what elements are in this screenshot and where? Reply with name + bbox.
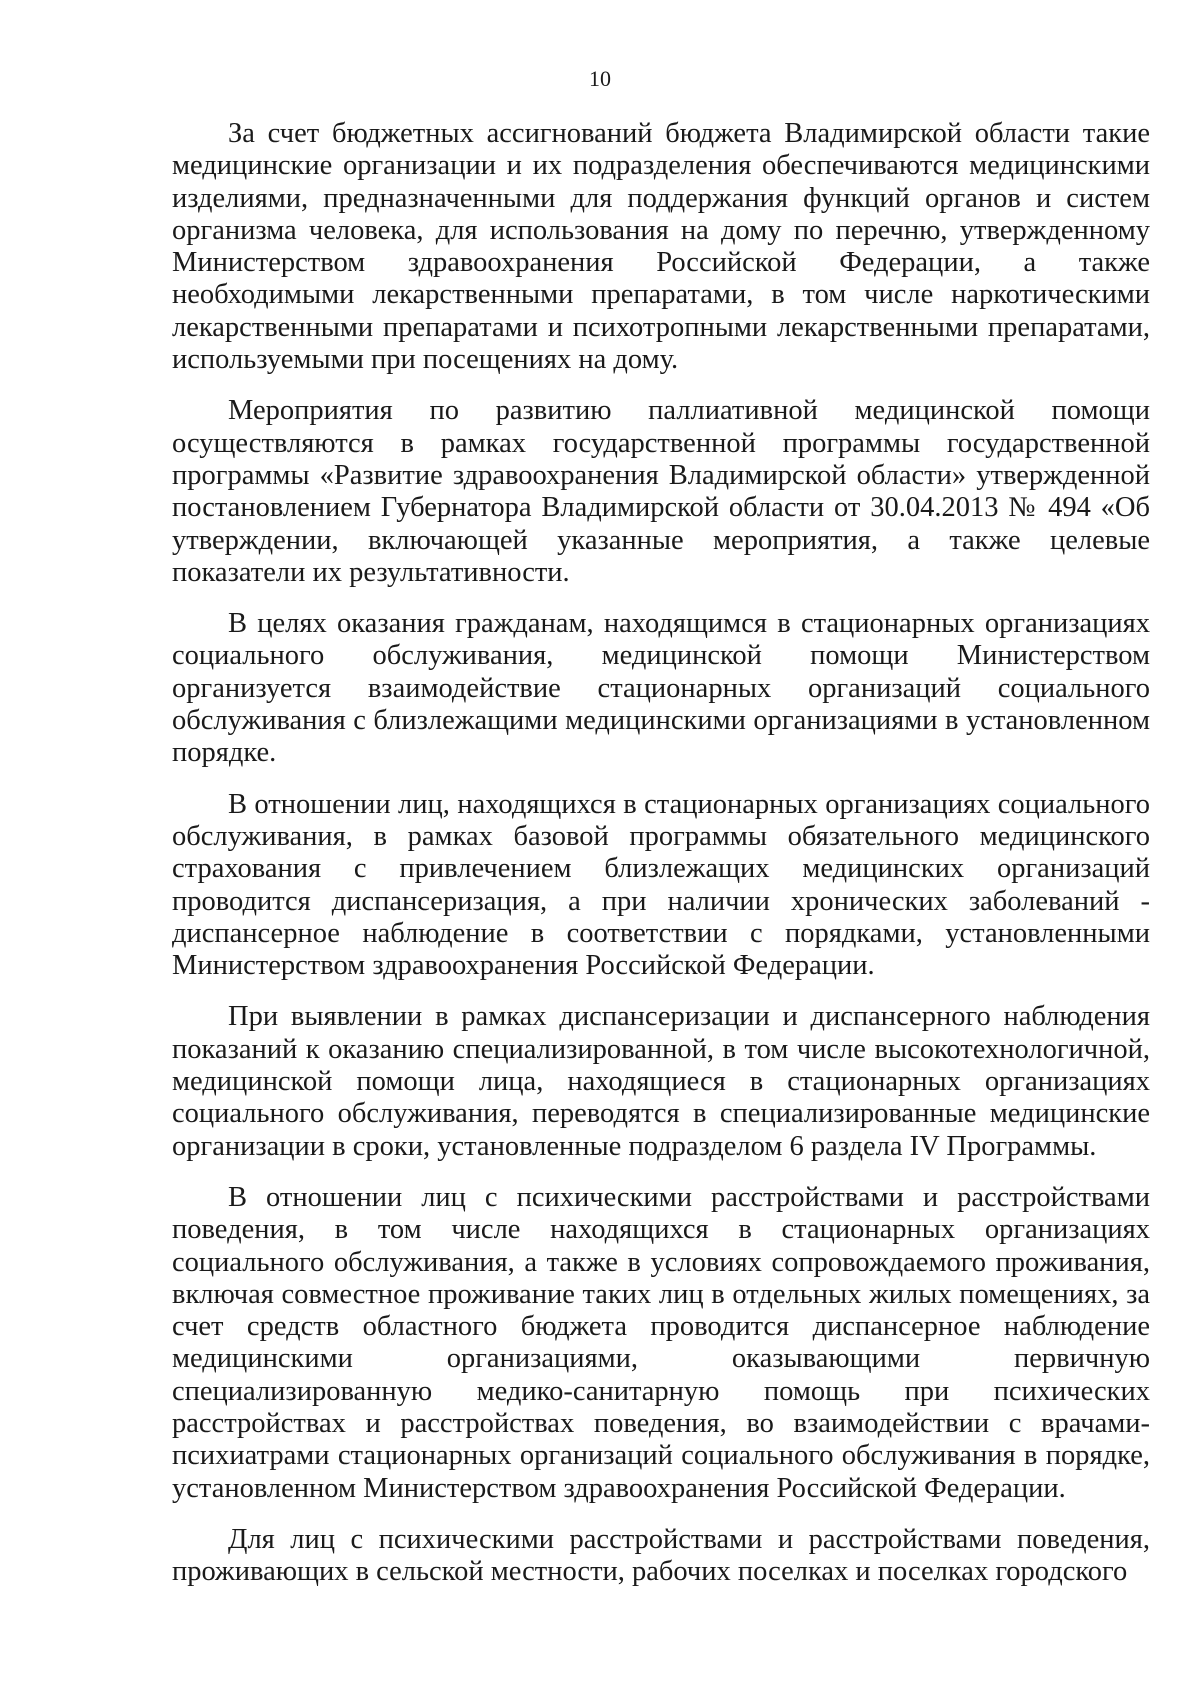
- paragraph-2: Мероприятия по развитию паллиативной медицинской помощи осуществляются в рамках государственной программы государственной программы «Развитие здравоохранения Владимирской области» утвержденной постановлением Губернатора Владимирской области от 30.04.2013 № 494 «Об утверждении, включающей указанные мероприятия, а также целевые показатели их результативности.: [172, 395, 1150, 588]
- paragraph-3: В целях оказания гражданам, находящимся в стационарных организациях социального обслуживания, медицинской помощи Министерством организуется взаимодействие стационарных организаций социального обслуживания с близлежащими медицинскими организациями в установленном порядке.: [172, 608, 1150, 769]
- paragraph-1: За счет бюджетных ассигнований бюджета Владимирской области такие медицинские организации и их подразделения обеспечиваются медицинскими изделиями, предназначенными для поддержания функций органов и систем организма человека, для использования на дому по перечню, утвержденному Министерством здравоохранения Российской Федерации, а также необходимыми лекарственными препаратами, в том числе наркотическими лекарственными препаратами и психотропными лекарственными препаратами, используемыми при посещениях на дому.: [172, 118, 1150, 376]
- paragraph-6: В отношении лиц с психическими расстройствами и расстройствами поведения, в том числе находящихся в стационарных организациях социального обслуживания, а также в условиях сопровождаемого проживания, включая совместное проживание таких лиц в отдельных жилых помещениях, за счет средств областного бюджета проводится диспансерное наблюдение медицинскими организациями, оказывающими первичную специализированную медико-санитарную помощь при психических расстройствах и расстройствах поведения, во взаимодействии с врачами-психиатрами стационарных организаций социального обслуживания в порядке, установленном Министерством здравоохранения Российской Федерации.: [172, 1181, 1150, 1504]
- paragraph-5: При выявлении в рамках диспансеризации и диспансерного наблюдения показаний к оказанию специализированной, в том числе высокотехнологичной, медицинской помощи лица, находящиеся в стационарных организациях социального обслуживания, переводятся в специализированные медицинские организации в сроки, установленные подразделом 6 раздела IV Программы.: [172, 1001, 1150, 1162]
- paragraph-7: Для лиц с психическими расстройствами и расстройствами поведения, проживающих в сельской местности, рабочих поселках и поселках городского: [172, 1523, 1150, 1588]
- paragraph-4: В отношении лиц, находящихся в стационарных организациях социального обслуживания, в рамках базовой программы обязательного медицинского страхования с привлечением близлежащих медицинских организаций проводится диспансеризация, а при наличии хронических заболеваний - диспансерное наблюдение в соответствии с порядками, установленными Министерством здравоохранения Российской Федерации.: [172, 788, 1150, 982]
- page-number: 10: [589, 66, 611, 91]
- document-body: [172, 118, 1150, 1607]
